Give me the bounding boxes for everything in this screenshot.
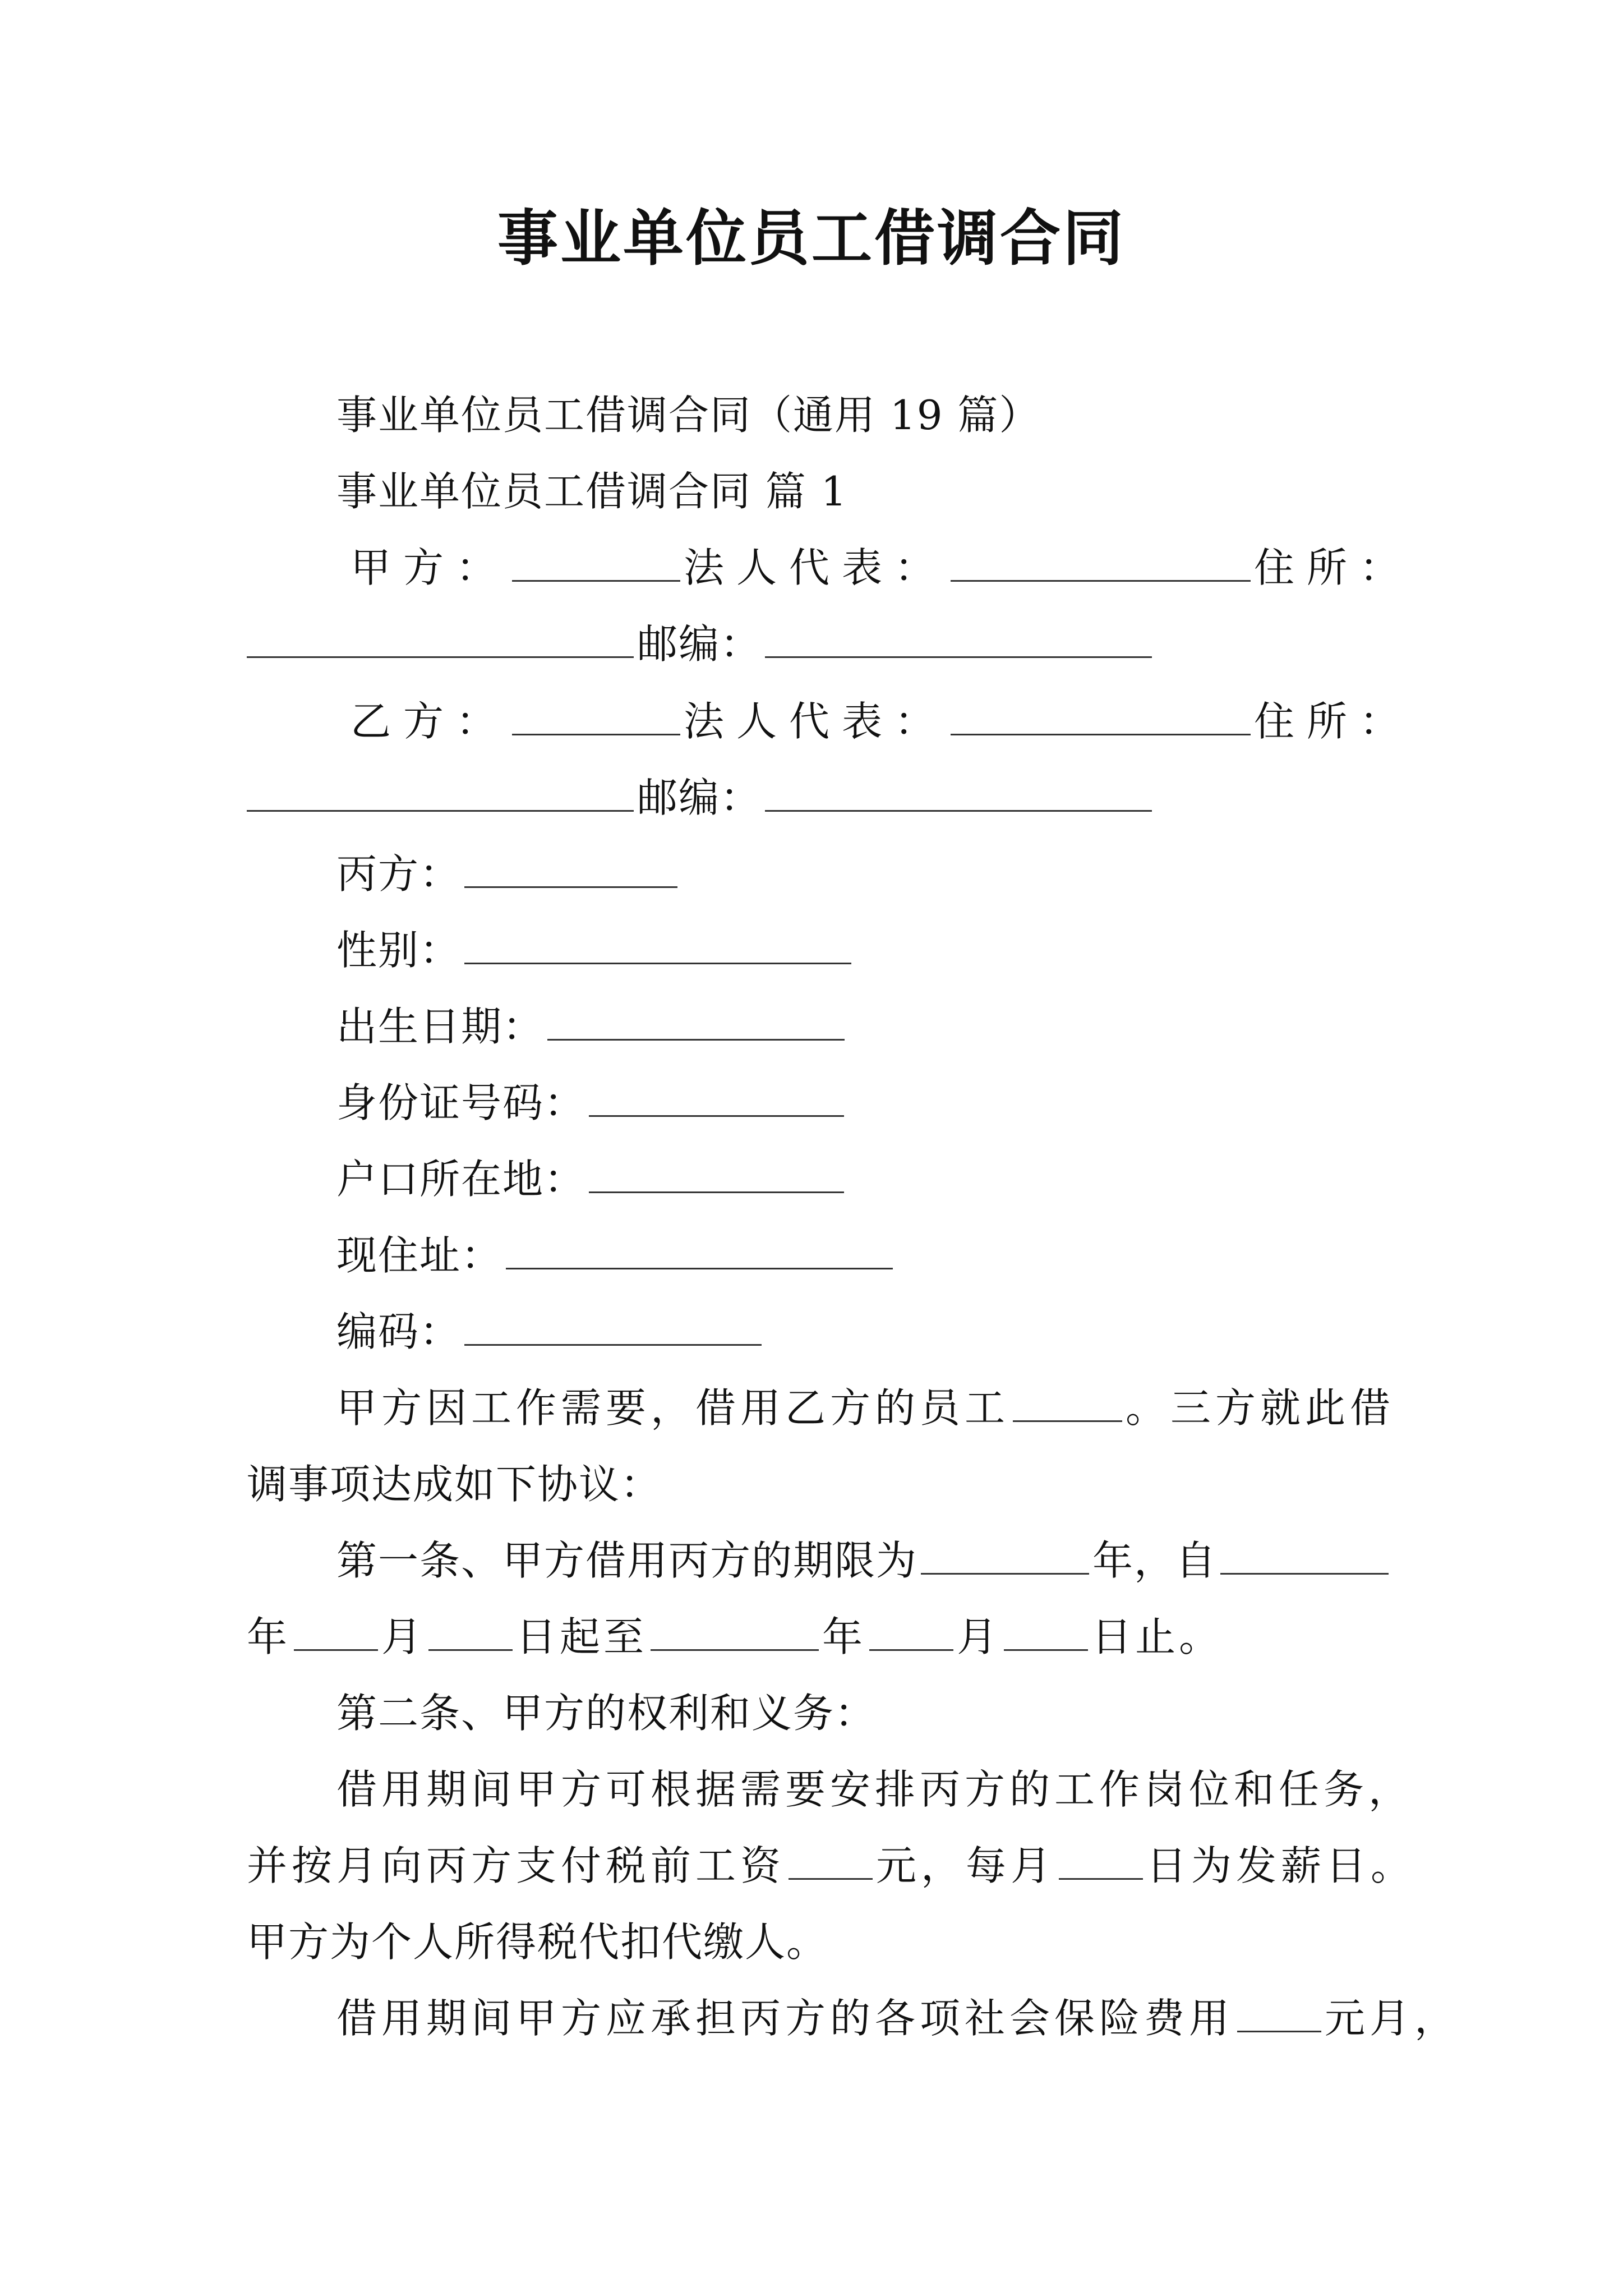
party-a-zip-blank xyxy=(765,617,1152,658)
start-year-blank xyxy=(1220,1534,1389,1575)
code-blank xyxy=(464,1305,762,1346)
intro-part2: 。三方就此借 xyxy=(1126,1384,1395,1432)
article2-p2-line-1 xyxy=(336,1990,1459,2046)
section-heading: 事业单位员工借调合同 篇 1 xyxy=(336,468,848,515)
party-a-zip-row xyxy=(247,616,1155,672)
intro-line-1 xyxy=(336,1380,1395,1436)
document-subtitle: 事业单位员工借调合同（通用 19 篇） xyxy=(336,392,1041,439)
party-a-name-blank xyxy=(512,541,680,582)
party-c-label: 丙方： xyxy=(336,850,462,898)
birth-label: 出生日期： xyxy=(336,1003,545,1050)
party-b-zip-row xyxy=(247,770,1155,826)
hukou-label: 户口所在地： xyxy=(336,1156,586,1203)
article2-p1-line-3: 甲方为个人所得税代扣代缴人。 xyxy=(247,1918,828,1966)
code-row xyxy=(336,1304,765,1360)
gender-label: 性别： xyxy=(336,927,462,974)
party-c-row xyxy=(336,846,681,902)
intro-line-2: 调事项达成如下协议： xyxy=(247,1461,662,1508)
hukou-blank xyxy=(589,1152,844,1193)
end-day-blank xyxy=(1004,1610,1088,1651)
id-blank xyxy=(589,1076,844,1117)
address-label: 现住址： xyxy=(336,1232,503,1279)
article1-y2: 年 xyxy=(822,1613,866,1660)
article1-m1: 月 xyxy=(381,1613,426,1660)
insurance-suffix: 元月， xyxy=(1325,1995,1460,2042)
party-b-rep-label: 法人代表： xyxy=(684,698,948,745)
address-row xyxy=(336,1227,896,1283)
insurance-label: 借用期间甲方应承担丙方的各项社会保险费用 xyxy=(336,1995,1234,2042)
insurance-blank xyxy=(1237,1991,1321,2032)
id-row xyxy=(336,1075,847,1131)
party-b-zip-blank xyxy=(765,771,1152,812)
salary-blank xyxy=(789,1839,873,1880)
payday-blank xyxy=(1059,1839,1143,1880)
party-a-rep-label: 法人代表： xyxy=(684,544,948,591)
party-b-addr-blank xyxy=(247,771,634,812)
code-label: 编码： xyxy=(336,1308,462,1355)
article1-part2: 年，自 xyxy=(1092,1537,1218,1584)
term-blank xyxy=(921,1534,1089,1575)
party-a-label: 甲方： xyxy=(351,544,509,591)
document-title: 事业单位员工借调合同 xyxy=(497,203,1126,274)
employee-blank xyxy=(1013,1381,1122,1422)
party-b-rep-blank xyxy=(951,694,1251,735)
id-label: 身份证号码： xyxy=(336,1079,586,1126)
party-b-zip-label: 邮编： xyxy=(637,774,762,821)
article1-d2: 日止。 xyxy=(1091,1613,1223,1660)
article1-m2: 月 xyxy=(957,1613,1001,1660)
party-b-row xyxy=(351,693,1412,749)
payday-suffix: 日为发薪日。 xyxy=(1146,1842,1416,1889)
party-a-addr-blank xyxy=(247,617,634,658)
gender-blank xyxy=(464,923,851,964)
party-b-label: 乙方： xyxy=(351,698,509,745)
address-blank xyxy=(506,1228,893,1269)
payday-label: 元，每月 xyxy=(876,1842,1056,1889)
article2-p1-line-1: 借用期间甲方可根据需要安排丙方的工作岗位和任务， xyxy=(336,1766,1414,1813)
party-a-zip-label: 邮编： xyxy=(637,620,762,668)
end-year-blank xyxy=(651,1610,819,1651)
party-c-blank xyxy=(464,847,677,888)
salary-label: 并按月向丙方支付税前工资 xyxy=(247,1842,786,1889)
article1-y1: 年 xyxy=(247,1613,291,1660)
intro-part1: 甲方因工作需要，借用乙方的员工 xyxy=(336,1384,1010,1432)
party-b-name-blank xyxy=(512,694,680,735)
birth-blank xyxy=(547,1000,845,1041)
article1-line-2 xyxy=(247,1609,1223,1665)
article1-part1: 第一条、甲方借用丙方的期限为 xyxy=(336,1537,918,1584)
start-day-blank xyxy=(428,1610,513,1651)
article2-heading: 第二条、甲方的权利和义务： xyxy=(336,1690,877,1737)
end-month-blank xyxy=(869,1610,953,1651)
party-a-row xyxy=(351,540,1412,596)
start-month-blank xyxy=(294,1610,378,1651)
birth-row xyxy=(336,999,848,1055)
article2-p1-line-2 xyxy=(247,1838,1415,1894)
gender-row xyxy=(336,922,855,978)
party-a-addr-label: 住所： xyxy=(1254,544,1413,591)
article1-d1: 日起至 xyxy=(516,1613,648,1660)
party-b-addr-label: 住所： xyxy=(1254,698,1413,745)
party-a-rep-blank xyxy=(951,541,1251,582)
article1-line-1 xyxy=(336,1533,1392,1589)
hukou-row xyxy=(336,1151,847,1207)
